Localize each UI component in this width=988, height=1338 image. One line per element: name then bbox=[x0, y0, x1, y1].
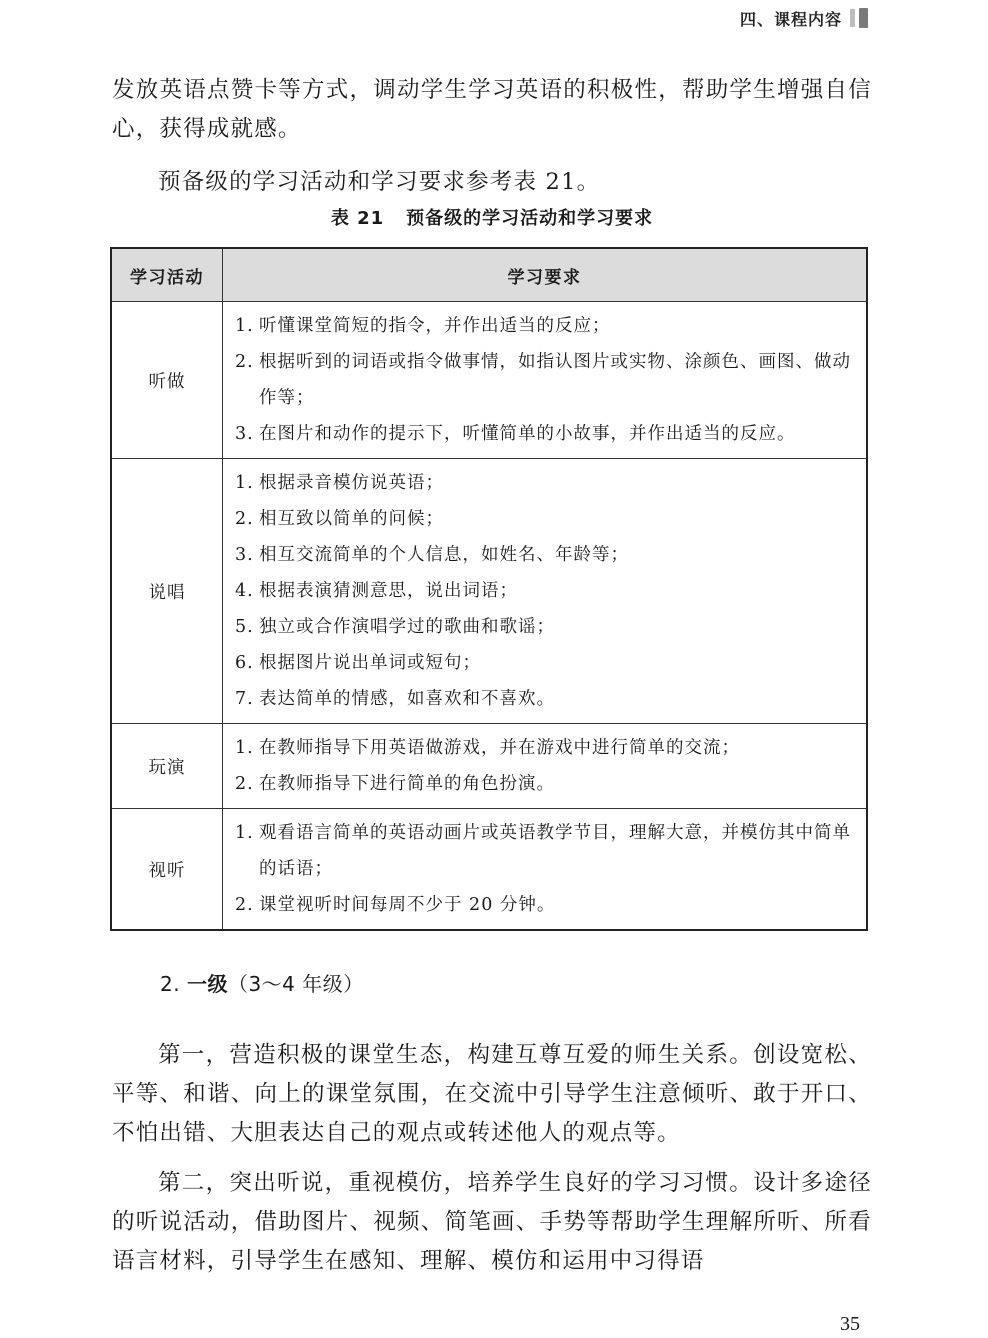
table-row bbox=[111, 302, 867, 459]
requirement-item bbox=[235, 416, 856, 452]
header-requirements: 学习要求 bbox=[223, 248, 868, 302]
requirement-item bbox=[235, 815, 856, 887]
requirement-item bbox=[235, 501, 856, 537]
item-number: 3. bbox=[235, 545, 254, 565]
item-text: 在教师指导下用英语做游戏，并在游戏中进行简单的交流； bbox=[259, 738, 740, 758]
item-number: 3. bbox=[235, 424, 254, 444]
item-number: 1. bbox=[235, 473, 254, 493]
requirement-item bbox=[235, 573, 856, 609]
decorative-bar-dark bbox=[859, 8, 868, 28]
table-caption-number: 表 21 bbox=[330, 208, 385, 229]
decorative-bar-light bbox=[850, 9, 855, 27]
table-row bbox=[111, 724, 867, 809]
requirement-item bbox=[235, 308, 856, 344]
item-number: 2. bbox=[235, 509, 254, 529]
item-text: 在图片和动作的提示下，听懂简单的小故事，并作出适当的反应。 bbox=[259, 424, 796, 444]
section-number: 2. bbox=[160, 972, 181, 996]
activity-cell: 说唱 bbox=[111, 459, 223, 724]
requirement-item bbox=[235, 766, 856, 802]
item-number: 6. bbox=[235, 653, 254, 673]
item-number: 7. bbox=[235, 689, 254, 709]
item-number: 1. bbox=[235, 823, 254, 843]
requirement-item bbox=[235, 537, 856, 573]
table-caption bbox=[112, 204, 872, 230]
item-text: 根据听到的词语或指令做事情，如指认图片或实物、涂颜色、画图、做动作等； bbox=[259, 352, 851, 408]
item-number: 2. bbox=[235, 895, 254, 915]
paragraph-second: 第二，突出听说，重视模仿，培养学生良好的学习习惯。设计多途径的听说活动，借助图片、视频、简笔画、手势等帮助学生理解所听、所看语言材料，引导学生在感知、理解、模仿和运用中习得语 bbox=[112, 1170, 872, 1274]
requirement-item bbox=[235, 609, 856, 645]
table-caption-title: 预备级的学习活动和学习要求 bbox=[406, 208, 654, 229]
item-text: 根据图片说出单词或短句； bbox=[259, 653, 481, 673]
item-text: 听懂课堂简短的指令，并作出适当的反应； bbox=[259, 316, 611, 336]
requirements-cell bbox=[223, 724, 868, 809]
page-number: 35 bbox=[840, 1313, 860, 1335]
running-head-title: 四、课程内容 bbox=[740, 9, 843, 29]
item-number: 1. bbox=[235, 738, 254, 758]
item-text: 相互交流简单的个人信息，如姓名、年龄等； bbox=[259, 545, 629, 565]
item-text: 相互致以简单的问候； bbox=[259, 509, 444, 529]
item-number: 2. bbox=[235, 774, 254, 794]
requirement-item bbox=[235, 887, 856, 923]
section-title: 一级 bbox=[186, 972, 228, 996]
requirements-cell bbox=[223, 809, 868, 931]
requirement-item bbox=[235, 730, 856, 766]
activity-cell: 听做 bbox=[111, 302, 223, 459]
running-head bbox=[740, 6, 940, 30]
requirement-item bbox=[235, 344, 856, 416]
paragraph-intro: 发放英语点赞卡等方式，调动学生学习英语的积极性，帮助学生增强自信心，获得成就感。 bbox=[112, 77, 872, 142]
section-grades: （3～4 年级） bbox=[227, 972, 364, 996]
requirement-item bbox=[235, 645, 856, 681]
item-text: 观看语言简单的英语动画片或英语教学节目，理解大意，并模仿其中简单的话语； bbox=[259, 823, 851, 879]
requirement-item bbox=[235, 681, 856, 717]
item-number: 4. bbox=[235, 581, 254, 601]
paragraph-first: 第一，营造积极的课堂生态，构建互尊互爱的师生关系。创设宽松、平等、和谐、向上的课堂氛围，在交流中引导学生注意倾听、敢于开口、不怕出错、大胆表达自己的观点或转述他人的观点等。 bbox=[112, 1042, 872, 1146]
item-number: 1. bbox=[235, 316, 254, 336]
table-row bbox=[111, 809, 867, 931]
item-text: 在教师指导下进行简单的角色扮演。 bbox=[259, 774, 555, 794]
item-text: 课堂视听时间每周不少于 20 分钟。 bbox=[259, 895, 556, 915]
paragraph-table-reference: 预备级的学习活动和学习要求参考表 21。 bbox=[158, 169, 601, 195]
item-number: 5. bbox=[235, 617, 254, 637]
requirement-item bbox=[235, 465, 856, 501]
learning-requirements-table bbox=[110, 247, 868, 931]
item-text: 根据表演猜测意思，说出词语； bbox=[259, 581, 518, 601]
header-activity: 学习活动 bbox=[111, 248, 223, 302]
item-text: 独立或合作演唱学过的歌曲和歌谣； bbox=[259, 617, 555, 637]
item-text: 根据录音模仿说英语； bbox=[259, 473, 444, 493]
section-heading bbox=[160, 968, 364, 997]
requirements-cell bbox=[223, 302, 868, 459]
item-number: 2. bbox=[235, 352, 254, 372]
requirements-cell bbox=[223, 459, 868, 724]
table-header-row bbox=[111, 248, 867, 302]
activity-cell: 玩演 bbox=[111, 724, 223, 809]
table-row bbox=[111, 459, 867, 724]
activity-cell: 视听 bbox=[111, 809, 223, 931]
item-text: 表达简单的情感，如喜欢和不喜欢。 bbox=[259, 689, 555, 709]
